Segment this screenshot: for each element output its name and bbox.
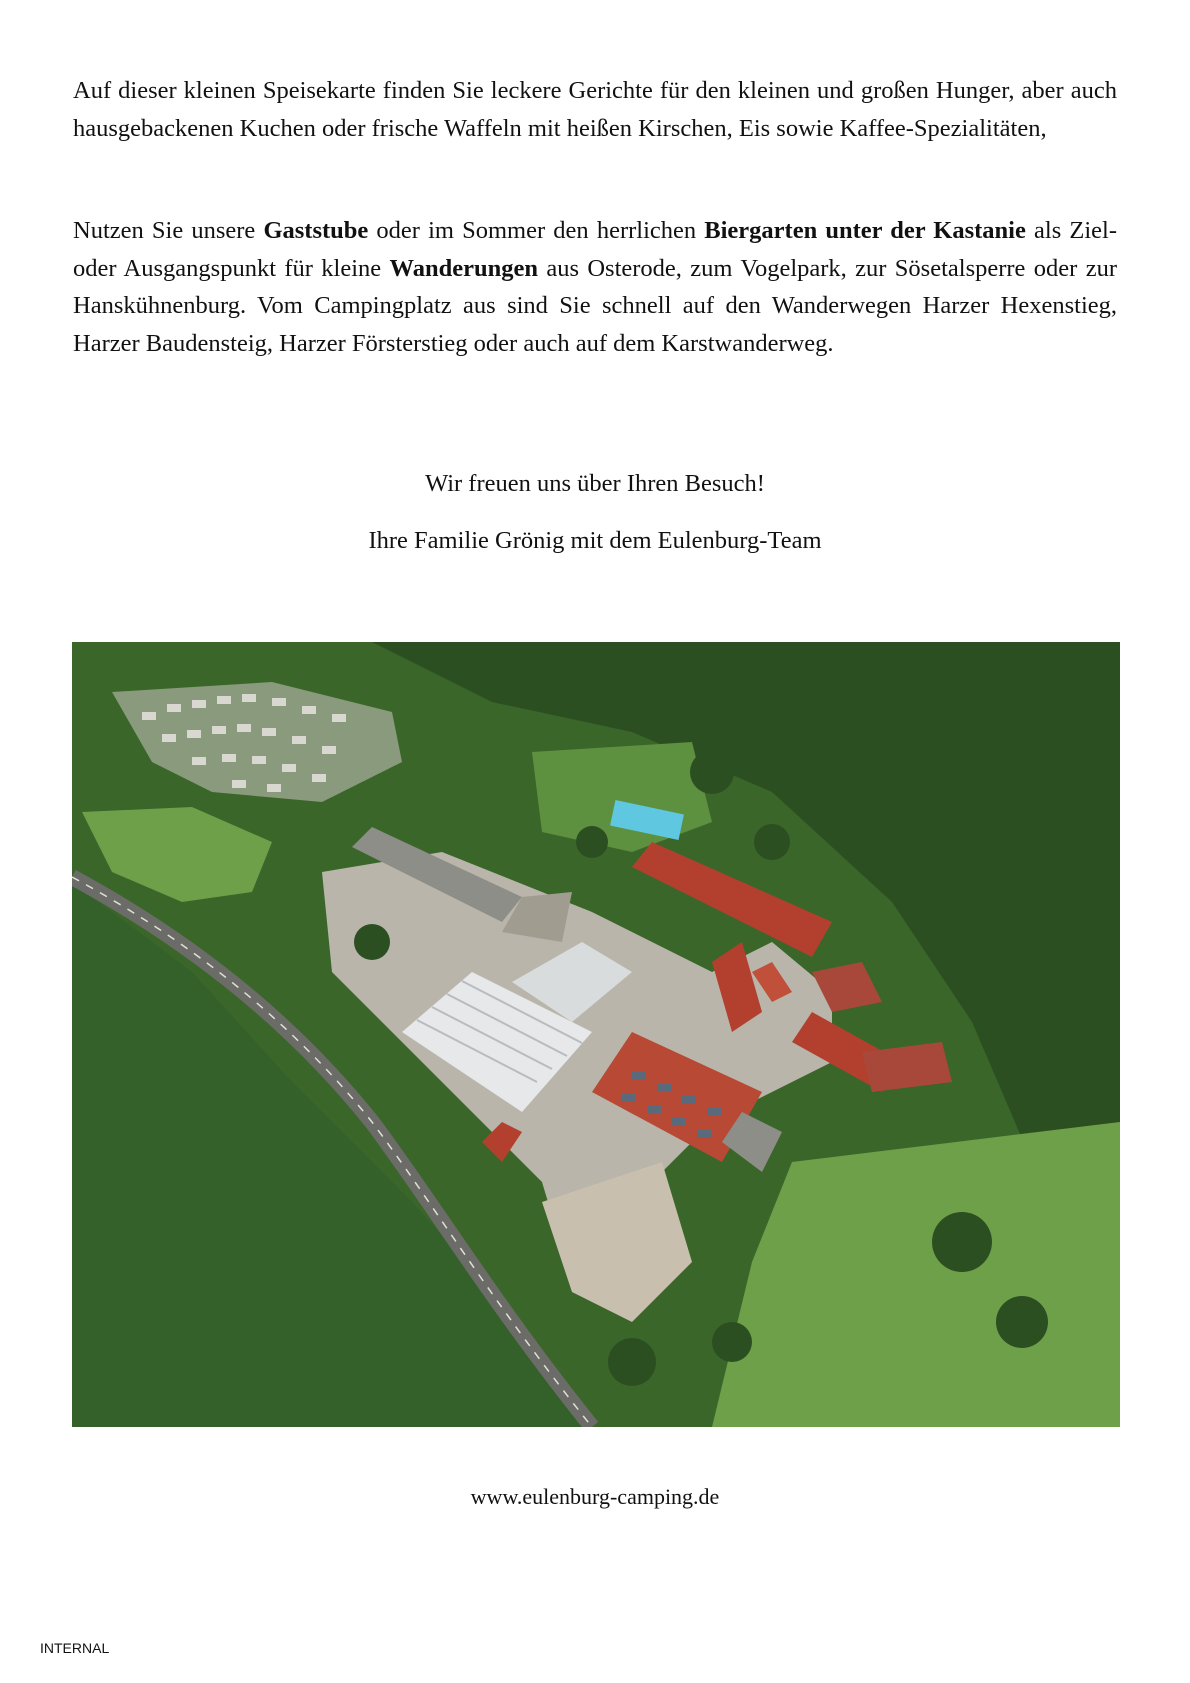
signature-line: Ihre Familie Grönig mit dem Eulenburg-Team: [368, 527, 822, 554]
text-segment: Nutzen Sie unsere: [73, 217, 264, 244]
aerial-photo: [72, 642, 1120, 1427]
hiking-paragraph: [73, 212, 1117, 362]
bold-biergarten: Biergarten unter der Kastanie: [704, 217, 1026, 244]
intro-paragraph: Auf dieser kleinen Speisekarte finden Sie leckere Gerichte für den kleinen und großen Hunger, aber auch hausgebackenen Kuchen oder frische Waffeln mit heißen Kirschen, Eis sowie Kaffee-Spezialitäten,: [73, 77, 1117, 142]
classification-label: INTERNAL: [40, 1640, 110, 1656]
greeting-line: Wir freuen uns über Ihren Besuch!: [425, 470, 765, 497]
text-segment: als Ziel- oder Ausgangspunkt für kleine: [73, 217, 1118, 282]
bold-wanderungen: Wanderungen: [389, 254, 538, 282]
text-segment: aus Osterode, zum Vogelpark, zur Sösetalsperre oder zur Hanskühnenburg. Vom Campingplatz aus sind Sie schnell auf den Wanderwegen Harzer Hexenstieg, Harzer Baudensteig, Harzer Försterstieg oder auch auf dem Karstwanderweg.: [73, 254, 1117, 357]
website-link[interactable]: www.eulenburg-camping.de: [470, 1484, 720, 1509]
bold-gaststube: Gaststube: [263, 217, 369, 244]
text-segment: oder im Sommer den herrlichen: [368, 217, 705, 244]
